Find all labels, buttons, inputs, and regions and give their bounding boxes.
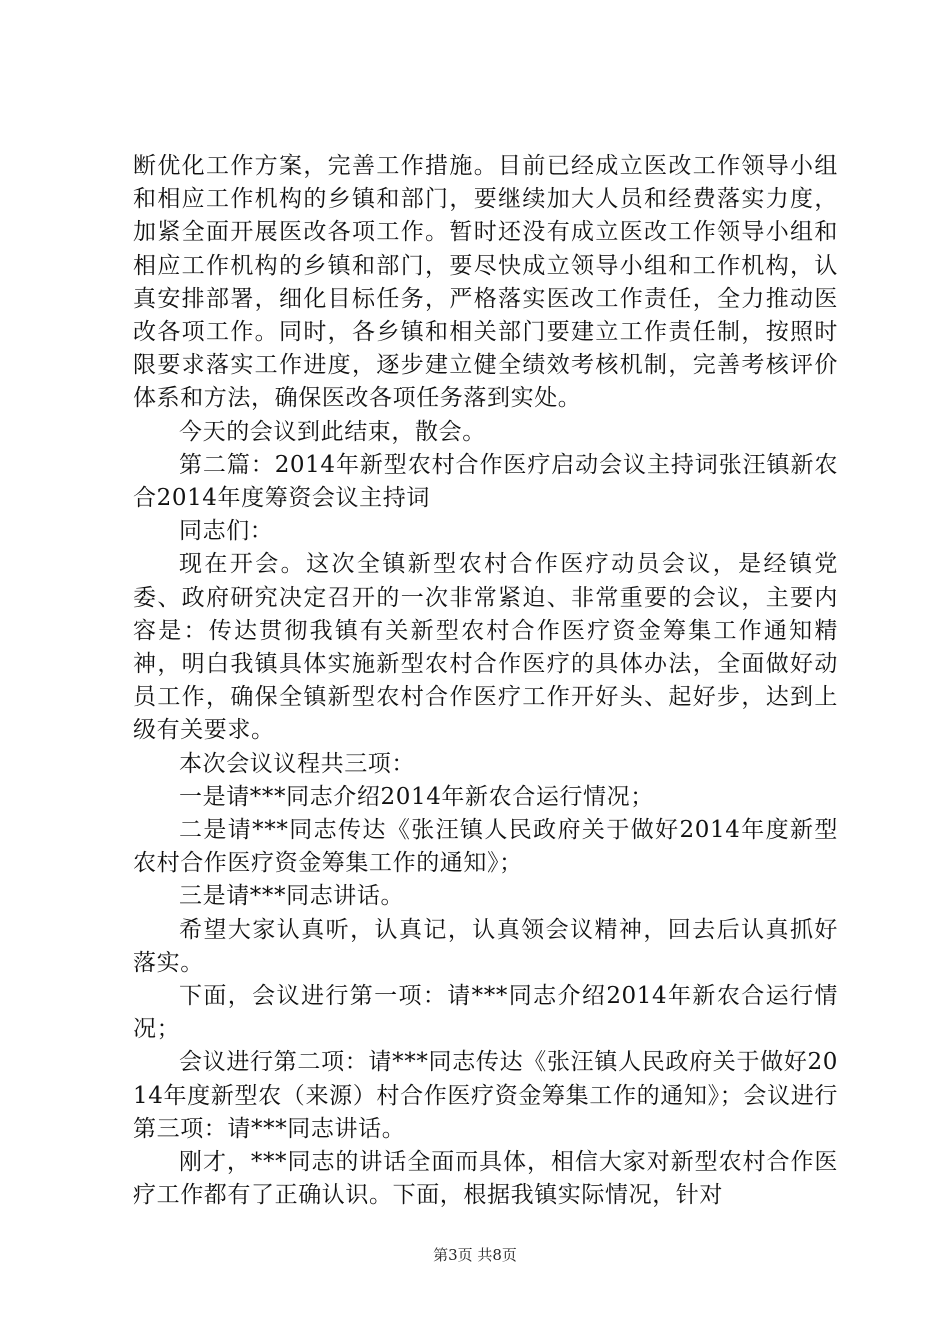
paragraph-2: 今天的会议到此结束，散会。 — [179, 418, 486, 445]
paragraph-closing: 刚才，***同志的讲话全面而具体，相信大家对新型农村合作医疗工作都有了正确认识。下面，根据我镇实际情况，针对 — [133, 1149, 838, 1209]
paragraph-1: 断优化工作方案，完善工作措施。目前已经成立医改工作领导小组和相应工作机构的乡镇和部门，要继续加大人员和经费落实力度，加紧全面开展医改各项工作。暂时还没有成立医改工作领导小组和相应工作机构的乡镇和部门，要尽快成立领导小组和工作机构，认真安排部署，细化目标任务，严格落实医改工作责任，全力推动医改各项工作。同时，各乡镇和相关部门要建立工作责任制，按照时限要求落实工作进度，逐步建立健全绩效考核机制，完善考核评价体系和方法，确保医改各项任务落到实处。 — [133, 153, 838, 412]
document-body — [133, 150, 838, 1213]
page-footer: 第3页 共8页 — [433, 1246, 517, 1264]
agenda-item-3: 三是请***同志讲话。 — [179, 883, 405, 910]
paragraph-item-one: 下面，会议进行第一项：请***同志介绍2014年新农合运行情况； — [133, 983, 838, 1043]
paragraph-opening: 现在开会。这次全镇新型农村合作医疗动员会议，是经镇党委、政府研究决定召开的一次非常紧迫、非常重要的会议，主要内容是：传达贯彻我镇有关新型农村合作医疗资金筹集工作通知精神，明白我镇具体实施新型农村合作医疗的具体办法，全面做好动员工作，确保全镇新型农村合作医疗工作开好头、起好步，达到上级有关要求。 — [133, 551, 838, 744]
paragraph-item-two-three: 会议进行第二项：请***同志传达《张汪镇人民政府关于做好2014年度新型农（来源）村合作医疗资金筹集工作的通知》；会议进行第三项：请***同志讲话。 — [133, 1049, 838, 1142]
agenda-item-1: 一是请***同志介绍2014年新农合运行情况； — [179, 783, 654, 810]
salutation: 同志们： — [179, 518, 274, 545]
paragraph-expectation: 希望大家认真听，认真记，认真领会议精神，回去后认真抓好落实。 — [133, 916, 838, 976]
agenda-item-2: 二是请***同志传达《张汪镇人民政府关于做好2014年度新型农村合作医疗资金筹集工作的通知》； — [133, 817, 838, 877]
agenda-intro: 本次会议议程共三项： — [179, 750, 415, 777]
section-heading: 第二篇：2014年新型农村合作医疗启动会议主持词张汪镇新农合2014年度筹资会议主持词 — [133, 451, 838, 512]
